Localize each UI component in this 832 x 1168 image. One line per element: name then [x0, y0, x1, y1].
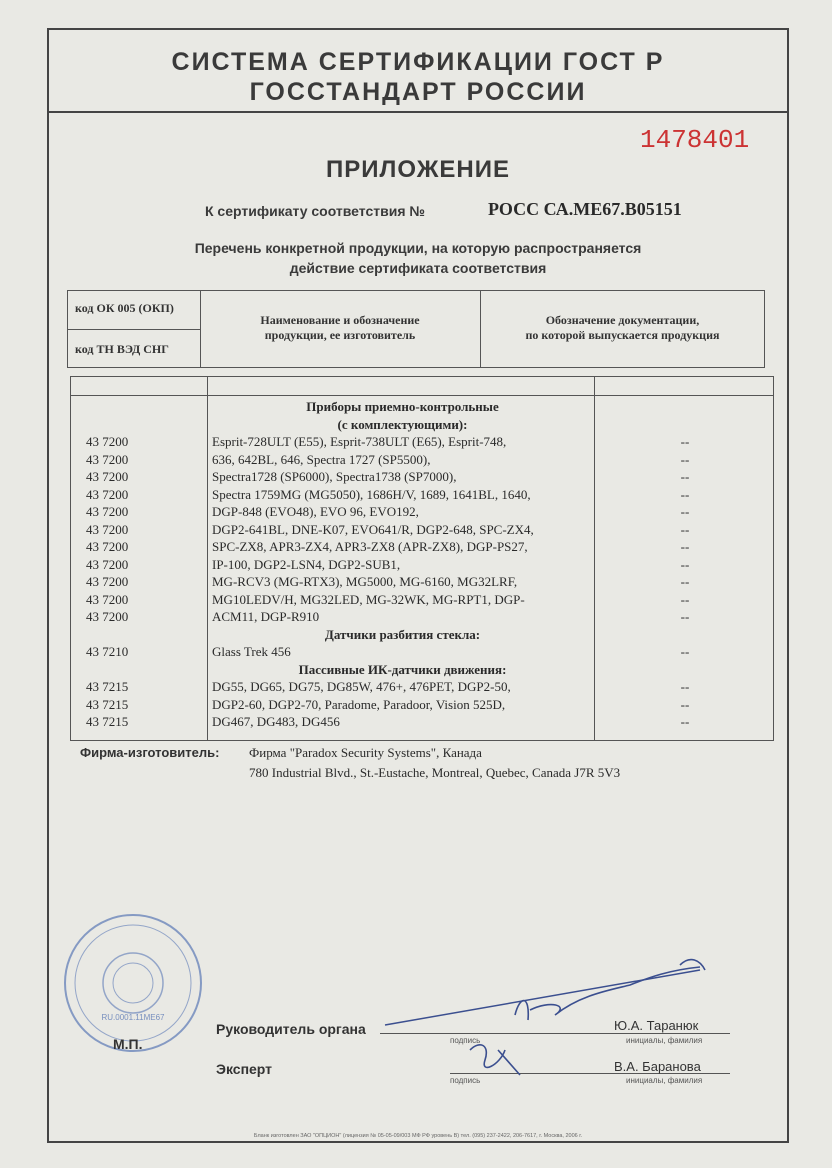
table-row [70, 538, 780, 556]
table-row [70, 451, 780, 469]
footer-note: Бланк изготовлен ЗАО "ОПЦИОН" (лицензия № 05-05-09/003 МФ РФ уровень В) тел. (095) 237-2422, 206-7617, г. Москва, 2006 г. [253, 1133, 583, 1139]
table-row [70, 468, 780, 486]
head-label: Руководитель органа [216, 1021, 366, 1037]
certificate-number: РОСС СА.МЕ67.В05151 [488, 199, 682, 219]
table-row [70, 713, 780, 731]
row-name: DGP2-60, DGP2-70, Paradome, Paradoor, Vision 525D, [212, 696, 506, 712]
column-doc-line-2: по которой выпускается продукция [525, 328, 720, 342]
table-row [70, 521, 780, 539]
row-doc: -- [680, 556, 690, 572]
row-code: 43 7215 [86, 696, 129, 712]
row-doc: -- [680, 434, 690, 449]
row-code: 43 7200 [86, 504, 129, 519]
row-name: MG10LEDV/H, MG32LED, MG-32WK, MG-RPT1, DGP- [212, 591, 525, 607]
row-name: DG55, DG65, DG75, DG85W, 476+, 476PET, DGP2-50, [212, 679, 511, 694]
row-code: 43 7200 [86, 609, 129, 624]
header-line-1: СИСТЕМА СЕРТИФИКАЦИИ ГОСТ Р [171, 48, 665, 76]
row-doc: -- [680, 574, 690, 589]
section-title-line-1: Пассивные ИК-датчики движения: [298, 661, 507, 677]
row-doc: -- [680, 451, 690, 467]
row-name: MG-RCV3 (MG-RTX3), MG5000, MG-6160, MG32LRF, [212, 574, 518, 589]
column-code-tnved: код ТН ВЭД СНГ [75, 342, 169, 356]
row-code: 43 7200 [86, 521, 129, 537]
row-doc: -- [680, 469, 690, 484]
table-row [70, 608, 780, 626]
row-doc: -- [680, 486, 690, 502]
column-code-okp: код ОК 005 (ОКП) [75, 301, 174, 315]
row-doc: -- [680, 644, 690, 659]
row-name: ACM11, DGP-R910 [212, 609, 320, 624]
expert-label: Эксперт [216, 1061, 273, 1077]
expert-name: В.А. Баранова [614, 1059, 701, 1074]
row-doc: -- [680, 679, 690, 694]
expert-initials-caption: инициалы, фамилия [626, 1076, 703, 1085]
row-name: Esprit-728ULT (E55), Esprit-738ULT (E65), Esprit-748, [212, 434, 507, 449]
table-row [70, 696, 780, 714]
subtitle-line-2: действие сертификата соответствия [289, 260, 547, 276]
row-doc: -- [680, 591, 690, 607]
row-name: DG467, DG483, DG456 [212, 714, 340, 729]
manufacturer-line-1: Фирма "Paradox Security Systems", Канада [249, 745, 482, 760]
row-doc: -- [680, 696, 690, 712]
table-row [70, 556, 780, 574]
serial-number: 1478401 [640, 125, 750, 155]
section-title-line-1: Приборы приемно-контрольные [306, 399, 499, 414]
section-title-line-2: (с комплектующими): [337, 416, 468, 432]
section-title [210, 661, 595, 679]
row-doc: -- [680, 521, 690, 537]
table-row [70, 573, 780, 591]
section-title-line-1: Датчики разбития стекла: [324, 626, 481, 642]
row-doc: -- [680, 504, 690, 519]
row-name: Spectra1728 (SP6000), Spectra1738 (SP7000), [212, 469, 457, 484]
head-signature-caption: подпись [450, 1036, 481, 1045]
row-code: 43 7200 [86, 574, 129, 589]
row-code: 43 7200 [86, 591, 129, 607]
row-code: 43 7200 [86, 539, 129, 554]
table-row [70, 486, 780, 504]
column-doc-line-1: Обозначение документации, [545, 313, 700, 327]
row-name: SPC-ZX8, APR3-ZX4, APR3-ZX8 (APR-ZX8), DGP-PS27, [212, 539, 528, 554]
row-code: 43 7215 [86, 714, 129, 729]
column-name-line-1: Наименование и обозначение [260, 313, 420, 327]
head-initials-caption: инициалы, фамилия [626, 1036, 703, 1045]
row-code: 43 7210 [86, 644, 129, 659]
row-code: 43 7200 [86, 556, 129, 572]
row-name: 636, 642BL, 646, Spectra 1727 (SP5500), [212, 451, 431, 467]
row-code: 43 7200 [86, 469, 129, 484]
manufacturer-label: Фирма-изготовитель: [80, 745, 220, 760]
row-doc: -- [680, 714, 690, 729]
certificate-label: К сертификату соответствия № [205, 203, 425, 219]
stamp-text: RU.0001.11МЕ67 [101, 1013, 165, 1022]
row-name: DGP2-641BL, DNE-K07, EVO641/R, DGP2-648, SPC-ZX4, [212, 521, 534, 537]
row-doc: -- [680, 539, 690, 554]
row-code: 43 7200 [86, 451, 129, 467]
column-name-line-2: продукции, ее изготовитель [264, 328, 416, 342]
row-name: Glass Trek 456 [212, 644, 291, 659]
head-name: Ю.А. Таранюк [614, 1018, 699, 1033]
section-title [210, 626, 595, 644]
table-row [70, 643, 780, 661]
section-title [210, 398, 595, 433]
row-name: Spectra 1759MG (MG5050), 1686H/V, 1689, 1641BL, 1640, [212, 486, 531, 502]
row-name: DGP-848 (EVO48), EVO 96, EVO192, [212, 504, 419, 519]
row-doc: -- [680, 609, 690, 624]
table-row [70, 503, 780, 521]
table-row [70, 433, 780, 451]
handwritten-signature [380, 955, 720, 1085]
header-line-2: ГОССТАНДАРТ РОССИИ [249, 78, 587, 106]
subtitle-line-1: Перечень конкретной продукции, на которую распространяется [194, 240, 642, 256]
row-code: 43 7215 [86, 679, 129, 694]
manufacturer-line-2: 780 Industrial Blvd., St.-Eustache, Montreal, Quebec, Canada J7R 5V3 [249, 765, 621, 780]
table-row [70, 591, 780, 609]
expert-signature-caption: подпись [450, 1076, 481, 1085]
table-row [70, 678, 780, 696]
page-title: ПРИЛОЖЕНИЕ [326, 156, 510, 183]
stamp-label: М.П. [113, 1036, 143, 1052]
row-code: 43 7200 [86, 486, 129, 502]
row-code: 43 7200 [86, 434, 129, 449]
row-name: IP-100, DGP2-LSN4, DGP2-SUB1, [212, 556, 401, 572]
